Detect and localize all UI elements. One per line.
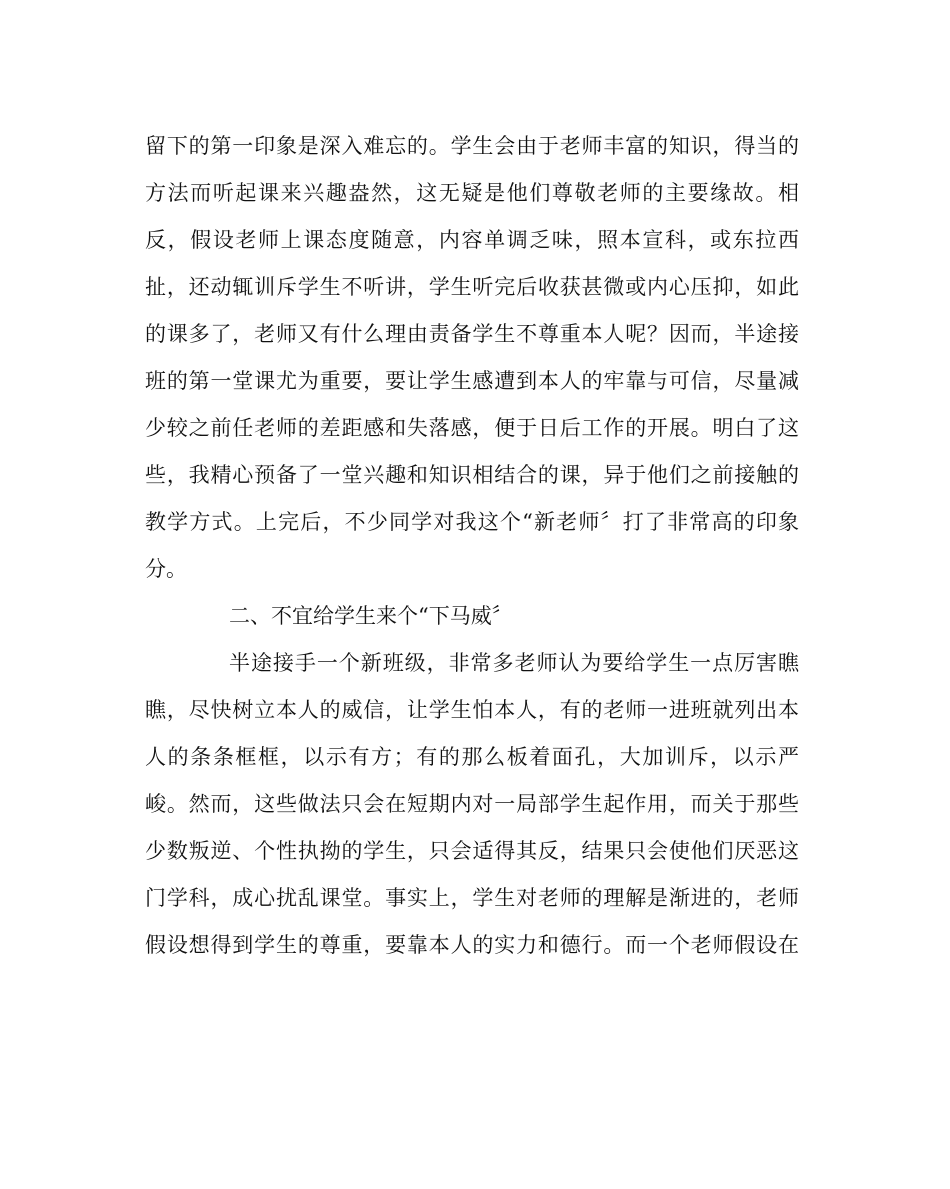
section-heading: 二、不宜给学生来个“下马威〞 (229, 604, 513, 628)
paragraph-2-line-6: 门学科，成心扰乱课堂。事实上，学生对老师的理解是渐进的，老师 (145, 886, 799, 910)
paragraph-1-line-7: 少较之前任老师的差距感和失落感，便于日后工作的开展。明白了这 (145, 416, 799, 440)
paragraph-2-line-2: 瞧，尽快树立本人的威信，让学生怕本人，有的老师一进班就列出本 (145, 698, 799, 722)
paragraph-1-line-4: 扯，还动辄训斥学生不听讲，学生听完后收获甚微或内心压抑，如此 (145, 275, 799, 299)
paragraph-1-line-10: 分。 (145, 557, 187, 581)
paragraph-2-line-1: 半途接手一个新班级，非常多老师认为要给学生一点厉害瞧 (229, 651, 799, 675)
paragraph-1-line-1: 留下的第一印象是深入难忘的。学生会由于老师丰富的知识，得当的 (145, 134, 799, 158)
paragraph-1-line-3: 反，假设老师上课态度随意，内容单调乏味，照本宣科，或东拉西 (145, 228, 799, 252)
paragraph-2-line-5: 少数叛逆、个性执拗的学生，只会适得其反，结果只会使他们厌恶这 (145, 839, 799, 863)
paragraph-2-line-7: 假设想得到学生的尊重，要靠本人的实力和德行。而一个老师假设在 (145, 933, 799, 957)
paragraph-2-line-4: 峻。然而，这些做法只会在短期内对一局部学生起作用，而关于那些 (145, 792, 799, 816)
paragraph-1-line-5: 的课多了，老师又有什么理由责备学生不尊重本人呢？因而，半途接 (145, 322, 799, 346)
paragraph-1-line-2: 方法而听起课来兴趣盎然，这无疑是他们尊敬老师的主要缘故。相 (145, 181, 799, 205)
paragraph-1-line-8: 些，我精心预备了一堂兴趣和知识相结合的课，异于他们之前接触的 (145, 463, 799, 487)
paragraph-1-line-9: 教学方式。上完后，不少同学对我这个“新老师〞打了非常高的印象 (145, 510, 799, 534)
paragraph-2-line-3: 人的条条框框，以示有方；有的那么板着面孔，大加训斥，以示严 (145, 745, 799, 769)
paragraph-1-line-6: 班的第一堂课尤为重要，要让学生感遭到本人的牢靠与可信，尽量减 (145, 369, 799, 393)
